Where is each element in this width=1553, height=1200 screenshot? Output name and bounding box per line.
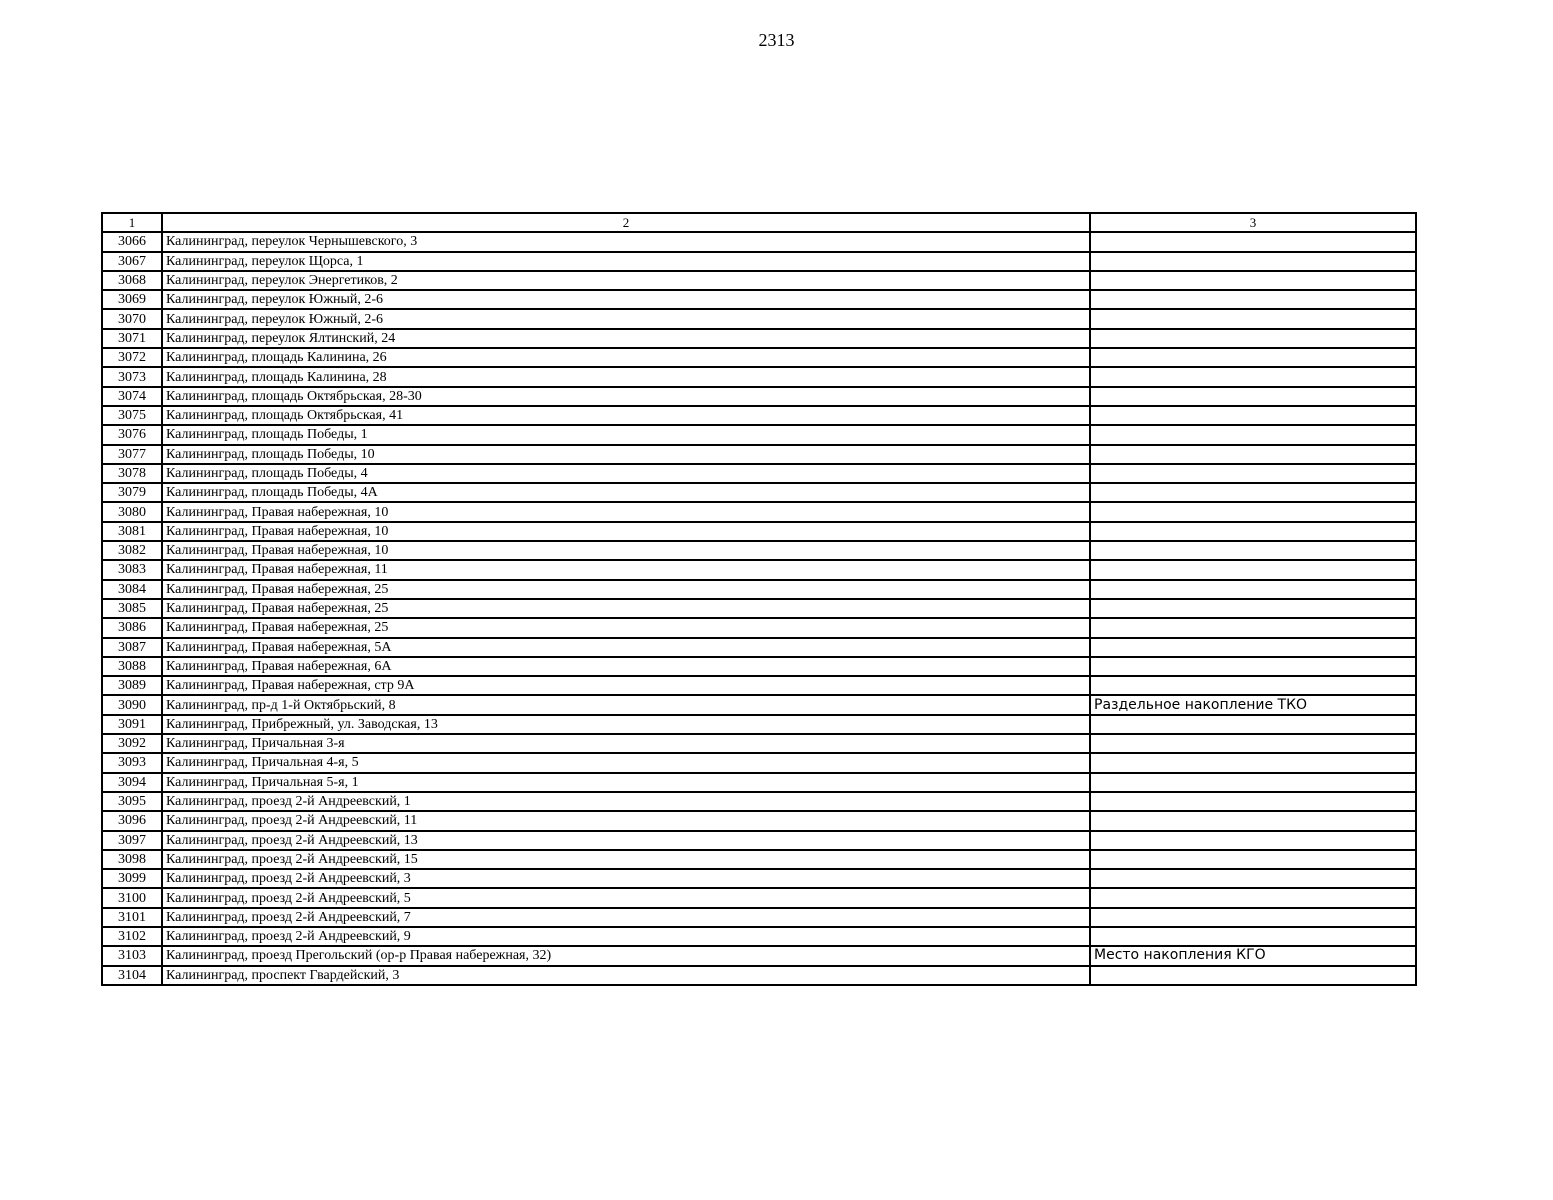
table-row <box>102 966 1416 985</box>
table-row <box>102 638 1416 657</box>
row-note-cell <box>1090 406 1416 425</box>
row-note-cell <box>1090 811 1416 830</box>
table-row <box>102 329 1416 348</box>
row-note-cell <box>1090 290 1416 309</box>
table-row <box>102 792 1416 811</box>
row-note-cell <box>1090 676 1416 695</box>
row-number-cell: 3100 <box>102 888 162 907</box>
row-note-cell <box>1090 502 1416 521</box>
row-address-cell: Калининград, проезд 2-й Андреевский, 13 <box>162 831 1090 850</box>
row-number-cell: 3088 <box>102 657 162 676</box>
row-number-cell: 3102 <box>102 927 162 946</box>
row-number-cell: 3098 <box>102 850 162 869</box>
table-row <box>102 599 1416 618</box>
column-header-address: 2 <box>162 213 1090 232</box>
row-address-cell: Калининград, переулок Щорса, 1 <box>162 252 1090 271</box>
row-address-cell: Калининград, проезд 2-й Андреевский, 3 <box>162 869 1090 888</box>
table-row <box>102 252 1416 271</box>
row-note-cell <box>1090 309 1416 328</box>
row-number-cell: 3080 <box>102 502 162 521</box>
row-note-cell <box>1090 966 1416 985</box>
row-number-cell: 3069 <box>102 290 162 309</box>
row-number-cell: 3087 <box>102 638 162 657</box>
table-row <box>102 290 1416 309</box>
column-header-number: 1 <box>102 213 162 232</box>
row-note-cell <box>1090 580 1416 599</box>
row-note-cell <box>1090 753 1416 772</box>
row-note-cell <box>1090 657 1416 676</box>
table-row <box>102 695 1416 714</box>
row-note-cell <box>1090 773 1416 792</box>
row-address-cell: Калининград, площадь Октябрьская, 28-30 <box>162 387 1090 406</box>
table-row <box>102 850 1416 869</box>
row-address-cell: Калининград, пр-д 1-й Октябрьский, 8 <box>162 695 1090 714</box>
row-address-cell: Калининград, переулок Южный, 2-6 <box>162 290 1090 309</box>
row-note-cell <box>1090 888 1416 907</box>
row-number-cell: 3085 <box>102 599 162 618</box>
row-address-cell: Калининград, проезд 2-й Андреевский, 7 <box>162 908 1090 927</box>
row-number-cell: 3099 <box>102 869 162 888</box>
row-address-cell: Калининград, Правая набережная, стр 9А <box>162 676 1090 695</box>
table-row <box>102 715 1416 734</box>
table-row <box>102 753 1416 772</box>
row-number-cell: 3095 <box>102 792 162 811</box>
row-address-cell: Калининград, переулок Ялтинский, 24 <box>162 329 1090 348</box>
row-address-cell: Калининград, Правая набережная, 5А <box>162 638 1090 657</box>
table-row <box>102 387 1416 406</box>
row-note-cell <box>1090 599 1416 618</box>
table-row <box>102 522 1416 541</box>
row-note-cell <box>1090 387 1416 406</box>
row-address-cell: Калининград, площадь Победы, 1 <box>162 425 1090 444</box>
row-number-cell: 3066 <box>102 232 162 251</box>
table-row <box>102 773 1416 792</box>
table-row <box>102 811 1416 830</box>
table-row <box>102 734 1416 753</box>
row-note-cell <box>1090 367 1416 386</box>
row-note-cell <box>1090 541 1416 560</box>
table-row <box>102 502 1416 521</box>
row-address-cell: Калининград, Причальная 5-я, 1 <box>162 773 1090 792</box>
row-note-cell <box>1090 850 1416 869</box>
row-number-cell: 3081 <box>102 522 162 541</box>
row-address-cell: Калининград, Правая набережная, 10 <box>162 541 1090 560</box>
row-note-cell <box>1090 831 1416 850</box>
row-number-cell: 3090 <box>102 695 162 714</box>
row-note-cell <box>1090 348 1416 367</box>
table-row <box>102 657 1416 676</box>
row-address-cell: Калининград, проезд 2-й Андреевский, 11 <box>162 811 1090 830</box>
row-note-cell <box>1090 638 1416 657</box>
table-row <box>102 348 1416 367</box>
table-row <box>102 580 1416 599</box>
row-address-cell: Калининград, проезд 2-й Андреевский, 5 <box>162 888 1090 907</box>
row-note-cell <box>1090 560 1416 579</box>
row-address-cell: Калининград, переулок Чернышевского, 3 <box>162 232 1090 251</box>
row-address-cell: Калининград, Правая набережная, 6А <box>162 657 1090 676</box>
table-row <box>102 541 1416 560</box>
row-number-cell: 3101 <box>102 908 162 927</box>
row-number-cell: 3067 <box>102 252 162 271</box>
row-note-cell: Место накопления КГО <box>1090 946 1416 965</box>
table-row <box>102 888 1416 907</box>
row-note-cell: Раздельное накопление ТКО <box>1090 695 1416 714</box>
row-number-cell: 3096 <box>102 811 162 830</box>
table-row <box>102 425 1416 444</box>
row-number-cell: 3077 <box>102 445 162 464</box>
row-note-cell <box>1090 232 1416 251</box>
row-address-cell: Калининград, проспект Гвардейский, 3 <box>162 966 1090 985</box>
row-address-cell: Калининград, проезд 2-й Андреевский, 1 <box>162 792 1090 811</box>
table-row <box>102 445 1416 464</box>
table-row <box>102 927 1416 946</box>
row-address-cell: Калининград, площадь Победы, 4А <box>162 483 1090 502</box>
row-address-cell: Калининград, площадь Победы, 4 <box>162 464 1090 483</box>
row-number-cell: 3073 <box>102 367 162 386</box>
row-address-cell: Калининград, площадь Калинина, 26 <box>162 348 1090 367</box>
row-number-cell: 3084 <box>102 580 162 599</box>
row-address-cell: Калининград, площадь Октябрьская, 41 <box>162 406 1090 425</box>
row-note-cell <box>1090 445 1416 464</box>
row-number-cell: 3104 <box>102 966 162 985</box>
table-row <box>102 232 1416 251</box>
table-row <box>102 560 1416 579</box>
row-address-cell: Калининград, Правая набережная, 25 <box>162 599 1090 618</box>
row-number-cell: 3079 <box>102 483 162 502</box>
table-row <box>102 831 1416 850</box>
row-address-cell: Калининград, Прибрежный, ул. Заводская, 13 <box>162 715 1090 734</box>
row-address-cell: Калининград, Причальная 4-я, 5 <box>162 753 1090 772</box>
row-address-cell: Калининград, Правая набережная, 25 <box>162 580 1090 599</box>
header-row <box>102 213 1416 232</box>
row-note-cell <box>1090 715 1416 734</box>
row-note-cell <box>1090 522 1416 541</box>
row-number-cell: 3094 <box>102 773 162 792</box>
row-address-cell: Калининград, Правая набережная, 11 <box>162 560 1090 579</box>
row-address-cell: Калининград, Правая набережная, 10 <box>162 502 1090 521</box>
row-number-cell: 3075 <box>102 406 162 425</box>
registry-table <box>101 212 1417 986</box>
row-number-cell: 3082 <box>102 541 162 560</box>
row-number-cell: 3078 <box>102 464 162 483</box>
row-number-cell: 3097 <box>102 831 162 850</box>
row-address-cell: Калининград, проезд 2-й Андреевский, 15 <box>162 850 1090 869</box>
row-address-cell: Калининград, Правая набережная, 25 <box>162 618 1090 637</box>
table-row <box>102 464 1416 483</box>
row-number-cell: 3068 <box>102 271 162 290</box>
row-number-cell: 3092 <box>102 734 162 753</box>
row-number-cell: 3070 <box>102 309 162 328</box>
table-row <box>102 367 1416 386</box>
row-address-cell: Калининград, площадь Калинина, 28 <box>162 367 1090 386</box>
table-row <box>102 946 1416 965</box>
table-row <box>102 676 1416 695</box>
row-number-cell: 3103 <box>102 946 162 965</box>
row-address-cell: Калининград, Причальная 3-я <box>162 734 1090 753</box>
row-number-cell: 3089 <box>102 676 162 695</box>
row-number-cell: 3071 <box>102 329 162 348</box>
row-number-cell: 3091 <box>102 715 162 734</box>
row-address-cell: Калининград, проезд Прегольский (ор-р Правая набережная, 32) <box>162 946 1090 965</box>
table-row <box>102 271 1416 290</box>
table-row <box>102 618 1416 637</box>
row-note-cell <box>1090 271 1416 290</box>
row-number-cell: 3074 <box>102 387 162 406</box>
table-row <box>102 483 1416 502</box>
row-note-cell <box>1090 425 1416 444</box>
column-header-note: 3 <box>1090 213 1416 232</box>
row-note-cell <box>1090 329 1416 348</box>
table-body <box>102 232 1416 985</box>
row-note-cell <box>1090 869 1416 888</box>
row-number-cell: 3076 <box>102 425 162 444</box>
row-number-cell: 3072 <box>102 348 162 367</box>
row-note-cell <box>1090 618 1416 637</box>
table-row <box>102 406 1416 425</box>
row-address-cell: Калининград, переулок Энергетиков, 2 <box>162 271 1090 290</box>
row-address-cell: Калининград, проезд 2-й Андреевский, 9 <box>162 927 1090 946</box>
row-note-cell <box>1090 792 1416 811</box>
row-address-cell: Калининград, Правая набережная, 10 <box>162 522 1090 541</box>
row-note-cell <box>1090 483 1416 502</box>
row-note-cell <box>1090 252 1416 271</box>
table-row <box>102 309 1416 328</box>
row-note-cell <box>1090 927 1416 946</box>
row-note-cell <box>1090 734 1416 753</box>
row-number-cell: 3086 <box>102 618 162 637</box>
table-row <box>102 869 1416 888</box>
row-address-cell: Калининград, переулок Южный, 2-6 <box>162 309 1090 328</box>
row-address-cell: Калининград, площадь Победы, 10 <box>162 445 1090 464</box>
row-number-cell: 3083 <box>102 560 162 579</box>
table-row <box>102 908 1416 927</box>
row-note-cell <box>1090 908 1416 927</box>
row-number-cell: 3093 <box>102 753 162 772</box>
row-note-cell <box>1090 464 1416 483</box>
page-number: 2313 <box>758 30 795 50</box>
